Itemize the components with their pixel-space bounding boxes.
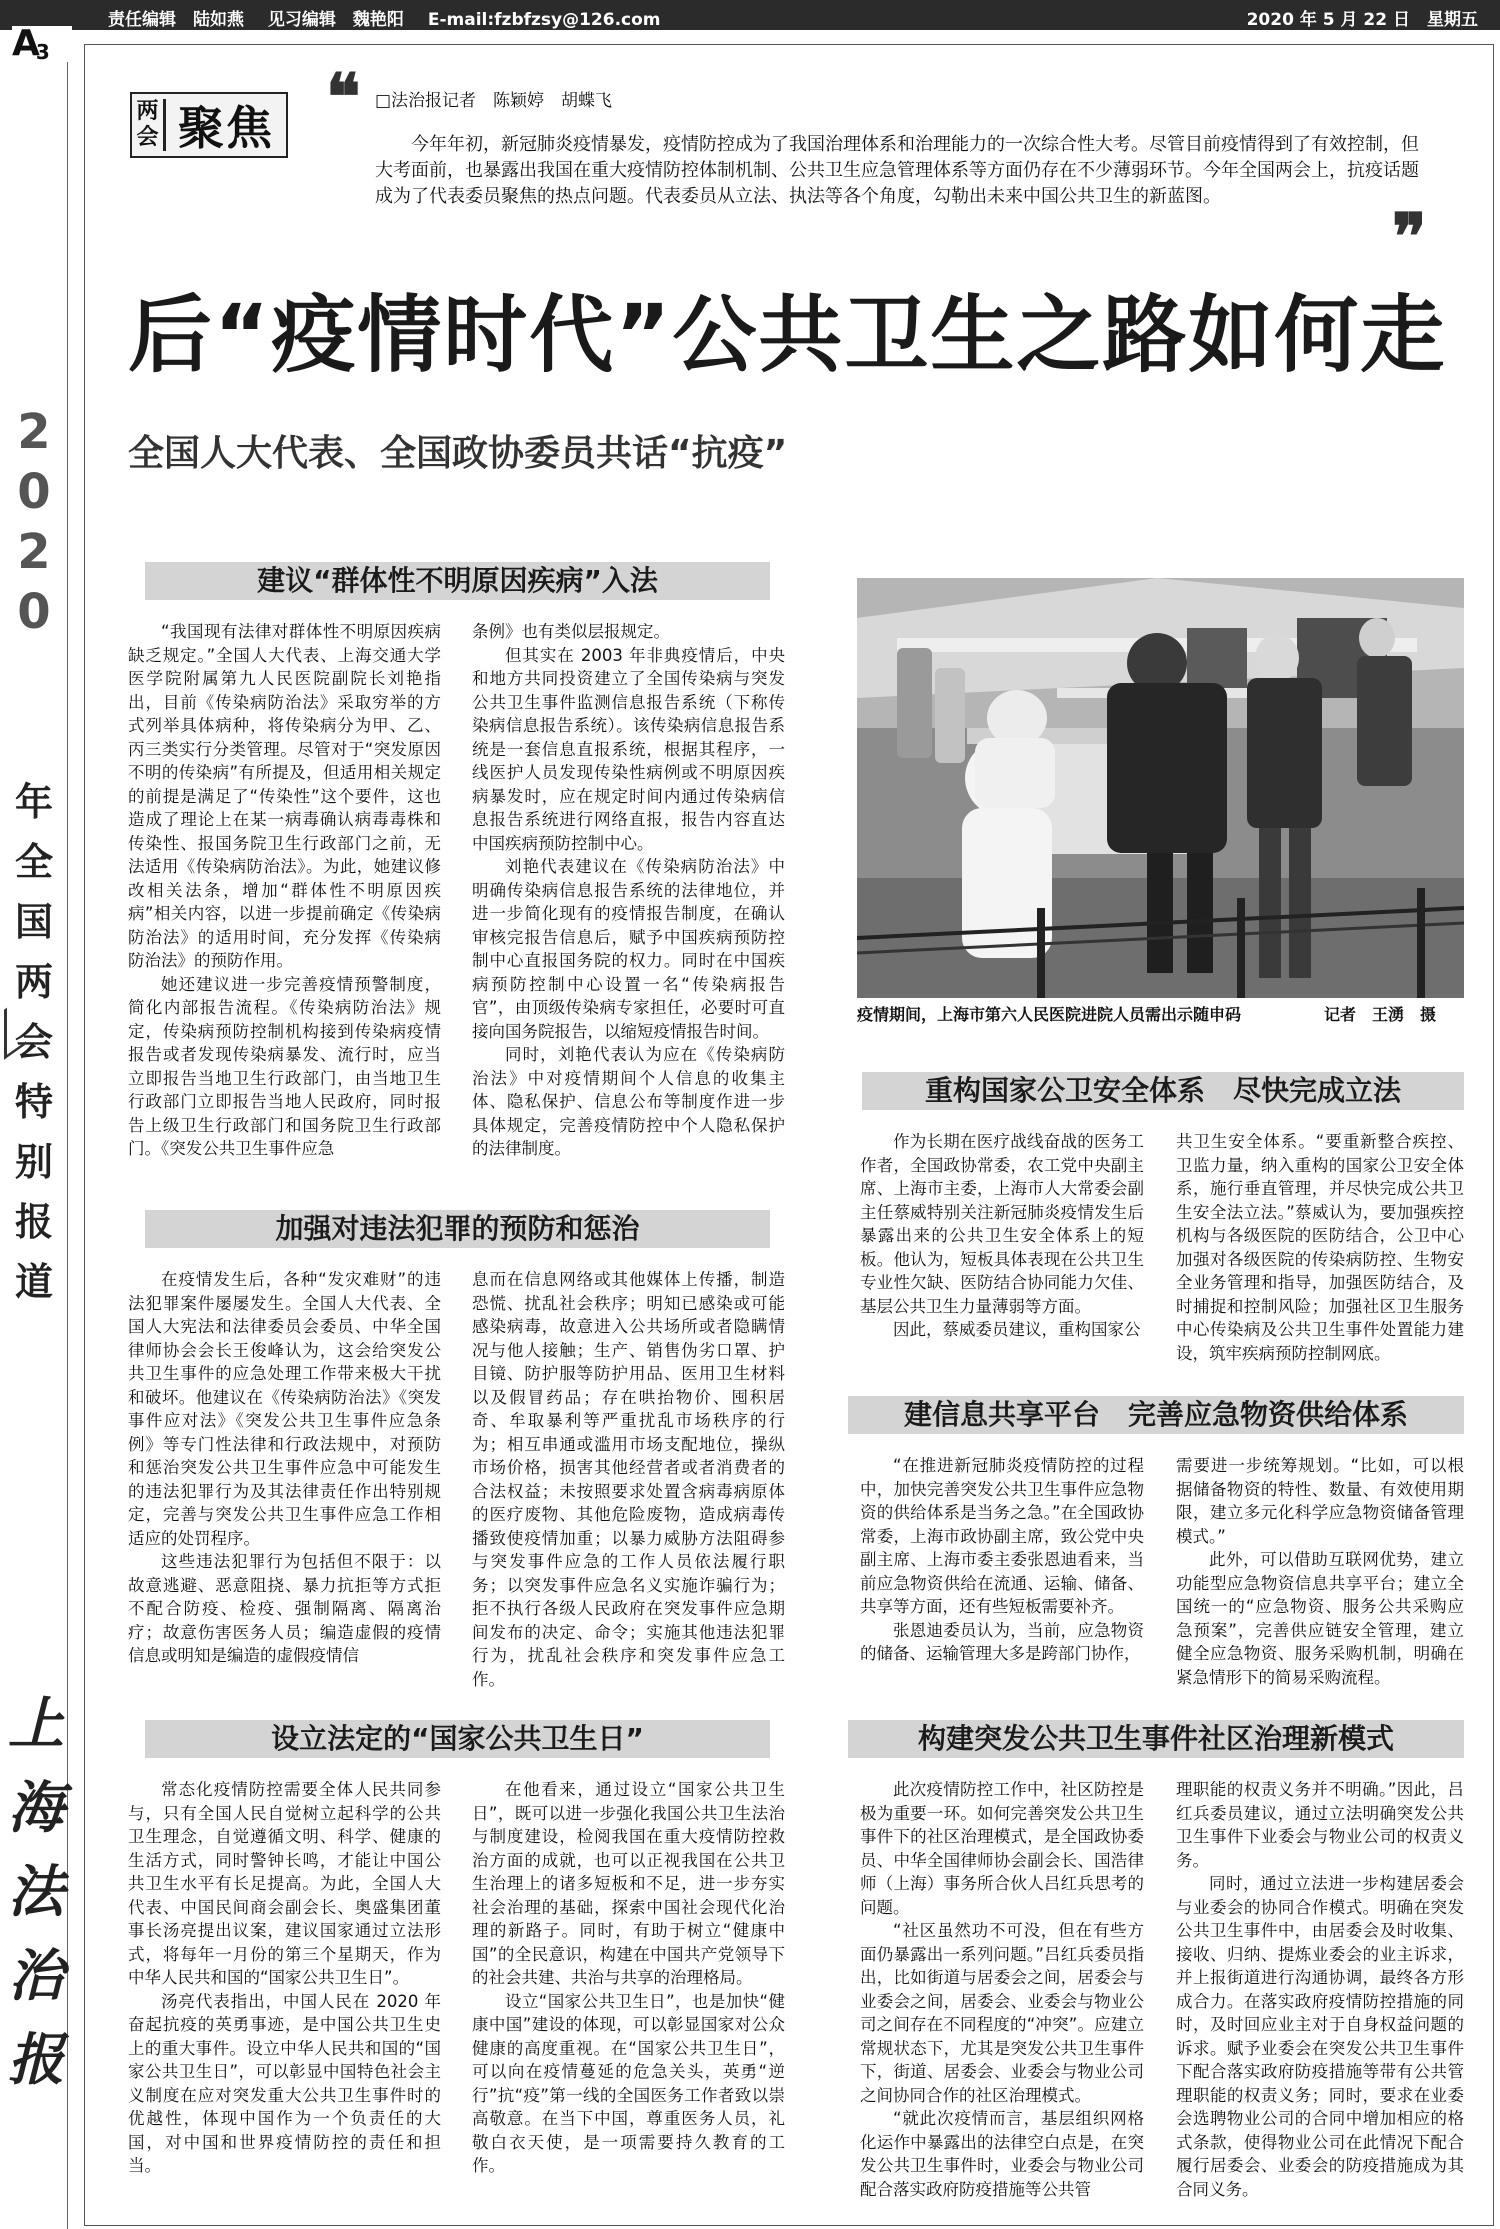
- reporter-byline: □法治报记者 陈颖婷 胡蝶飞: [375, 91, 613, 111]
- section-6-column-left: 此次疫情防控工作中，社区防控是极为重要一环。如何完善突发公共卫生事件下的社区治理模式，是全国政协委员、中华全国律师协会副会长、国浩律师（上海）事务所合伙人吕红兵思考的问题。 “社区虽然功不可没，但在有些方面仍暴露出一系列问题。”吕红兵委员指出，比如街道与居委会之间，居委会与业委会之间，居委会、业委会与物业公司之间存在不同程度的“冲突”。应建立常规状态下，尤其是突发公共卫生事件下，街道、居委会、业委会与物业公司之间协同合作的社区治理模式。 “就此次疫情而言，基层组织网格化运作中暴露出的法律空白点是，在突发公共卫生事件时，业委会与物业公司配合落实政府防疫措施等公共管: [860, 1780, 1144, 2199]
- newspaper-name: 上 海 法 治 报: [8, 1691, 64, 2093]
- page-number: A3: [12, 26, 72, 62]
- photo-credit: 记者 王湧 摄: [1323, 1005, 1436, 1024]
- page-header-bar: [0, 0, 1500, 30]
- badge-big-label: 聚焦: [178, 101, 274, 155]
- section-2-column-right: 息而在信息网络或其他媒体上传播，制造恐慌、扰乱社会秩序；明知已感染或可能感染病毒，故意进入公共场所或者隐瞒情况与他人接触；生产、销售伪劣口罩、护目镜、防护服等防护用品、医用卫生材料以及假冒药品；存在哄抬物价、囤积居奇、牟取暴利等严重扰乱市场秩序的行为；相互串通或滥用市场支配地位，操纵市场价格，损害其他经营者或者消费者的合法权益；未按照要求处置含病毒病原体的医疗废物、其他危险废物，造成病毒传播致使疫情加重；以暴力威胁方法阻碍参与突发事件应急的工作人员依法履行职务；以突发事件应急名义实施诈骗行为；拒不执行各级人民政府在突发事件应急期间发布的决定、命令；实施其他违法犯罪行为，扰乱社会秩序和突发事件应急工作。: [472, 1270, 785, 1689]
- badge-small-label: 两会: [132, 99, 166, 151]
- column-badge: [130, 92, 288, 158]
- contact-email[interactable]: E-mail:fzbfzsy@126.com: [427, 10, 661, 30]
- section-1-column-right: 条例》也有类似层报规定。 但其实在 2003 年非典疫情后，中央和地方共同投资建立了全国传染病与突发公共卫生事件监测信息报告系统（下称传染病信息报告系统）。该传染病信息报告系统是一套信息直报系统，根据其程序，一线医护人员发现传染性病例或不明原因疾病暴发时，应在规定时间内通过传染病信息报告系统进行网络直报，报告内容直达中国疾病预防控制中心。 刘艳代表建议在《传染病防治法》中明确传染病信息报告系统的法律地位，并进一步简化现有的疫情报告制度，在确认审核完报告信息后，赋予中国疾病预防控制中心直报国务院的权力。同时在中国疾病预防控制中心设置一名“传染病报告官”，由顶级传染病专家担任，必要时可直接向国务院报告，以缩短疫情报告时间。 同时，刘艳代表认为应在《传染病防治法》中对疫情期间个人信息的收集主体、隐私保护、信息公布等制度作进一步具体规定，完善疫情防控中个人隐私保护的法律制度。: [472, 622, 785, 1158]
- hospital-entrance-photo-icon: [857, 578, 1464, 998]
- sub-headline: 全国人大代表、全国政协委员共话“抗疫”: [128, 433, 788, 474]
- section-5-column-right: 需要进一步统筹规划。“比如，可以根据储备物资的特性、数量、有效使用期限，建立多元化科学应急物资储备管理模式。” 此外，可以借助互联网优势，建立功能型应急物资信息共享平台；建立全国统一的“应急物资、服务公共采购应急预案”，完善供应链安全管理，建立健全应急物资、服务采购机制，明确在紧急情形下的简易采购流程。: [1176, 1456, 1464, 1687]
- section-4-column-left: 作为长期在医疗战线奋战的医务工作者，全国政协常委，农工党中央副主席、上海市主委，上海市人大常委会副主任蔡威特别关注新冠肺炎疫情发生后暴露出来的公共卫生安全体系上的短板。他认为，短板具体表现在公共卫生专业性欠缺、医防结合协同能力欠佳、基层公共卫生力量薄弱等方面。 因此，蔡威委员建议，重构国家公: [860, 1132, 1144, 1339]
- section-heading-6: 构建突发公共卫生事件社区治理新模式: [848, 1720, 1464, 1758]
- trainee-editor: 见习编辑 魏艳阳: [267, 10, 404, 30]
- lead-paragraph: 今年年初，新冠肺炎疫情暴发，疫情防控成为了我国治理体系和治理能力的一次综合性大考。尽管目前疫情得到了有效控制，但大考面前，也暴露出我国在重大疫情防控体制机制、公共卫生应急管理体系等方面仍存在不少薄弱环节。今年全国两会上，抗疫话题成为了代表委员聚焦的热点问题。代表委员从立法、执法等各个角度，勾勒出未来中国公共卫生的新蓝图。: [375, 134, 1419, 207]
- section-heading-5: 建信息共享平台 完善应急物资供给体系: [848, 1396, 1464, 1434]
- section-5-column-left: “在推进新冠肺炎疫情防控的过程中，加快完善突发公共卫生事件应急物资的供给体系是当务之急。”在全国政协常委，上海市政协副主席，致公党中央副主席、上海市委主委张恩迪看来，当前应急物资供给在流通、运输、储备、共享等方面，还有些短板需要补齐。 张恩迪委员认为，当前，应急物资的储备、运输管理大多是跨部门协作，: [860, 1456, 1144, 1663]
- section-2-column-left: 在疫情发生后，各种“发灾难财”的违法犯罪案件屡屡发生。全国人大代表、全国人大宪法和法律委员会委员、中华全国律师协会会长王俊峰认为，这会给突发公共卫生事件的应急处理工作带来极大干扰和破坏。他建议在《传染病防治法》《突发事件应对法》《突发公共卫生事件应急条例》等专门性法律和行政法规中，对预防和惩治突发公共卫生事件应急中可能发生的违法犯罪行为及其法律责任作出特别规定，完善与突发公共卫生事件应急工作相适应的处罚程序。 这些违法犯罪行为包括但不限于：以故意逃避、恶意阻挠、暴力抗拒等方式拒不配合防疫、检疫、强制隔离、隔离治疗；故意伤害医务人员；编造虚假的疫情信息或明知是编造的虚假疫情信: [128, 1270, 441, 1665]
- main-headline: 后“疫情时代”公共卫生之路如何走: [128, 286, 1447, 384]
- section-3-column-left: 常态化疫情防控需要全体人民共同参与，只有全国人民自觉树立起科学的公共卫生理念，自觉遵循文明、科学、健康的生活方式，同时警钟长鸣，才能让中国公共卫生水平有长足提高。为此，全国人大代表、中国民间商会副会长、奥盛集团董事长汤亮提出议案，建议国家通过立法形式，将每年一月份的第三个星期天，作为中华人民共和国的“国家公共卫生日”。 汤亮代表指出，中国人民在 2020 年奋起抗疫的英勇事迹，是中国公共卫生史上的重大事件。设立中华人民共和国的“国家公共卫生日”，可以彰显中国特色社会主义制度在应对突发重大公共卫生事件时的优越性，体现中国作为一个负责任的大国，对中国和世界疫情防控的责任和担当。: [128, 1780, 441, 2175]
- sidebar-year: 2 0 2 0: [17, 404, 51, 640]
- section-6-column-right: 理职能的权责义务并不明确。”因此，吕红兵委员建议，通过立法明确突发公共卫生事件下业委会与物业公司的权责义务。 同时，通过立法进一步构建居委会与业委会的协同合作模式。明确在突发公共卫生事件中，由居委会及时收集、接收、归纳、提炼业委会的业主诉求，并上报街道进行沟通协调，最终各方形成合力。在落实政府疫情防控措施的同时，及时回应业主对于自身权益问题的诉求。赋予业委会在突发公共卫生事件下配合落实政府防疫措施等带有公共管理职能的权责义务；同时，要求在业委会选聘物业公司的合同中增加相应的格式条款，使得物业公司在此情况下配合履行居委会、业委会的防疫措施成为其合同义务。: [1176, 1780, 1464, 2199]
- editor-credits: [108, 5, 679, 30]
- section-heading-4: 重构国家公卫安全体系 尽快完成立法: [862, 1072, 1464, 1110]
- issue-date: 2020 年 5 月 22 日 星期五: [1246, 10, 1478, 30]
- photo-caption: [857, 1002, 1464, 1025]
- section-heading-3: 设立法定的“国家公共卫生日”: [145, 1720, 770, 1758]
- close-quote-icon: ❞: [1392, 200, 1427, 275]
- sidebar-special-report-title: 年 全 国 两 会 特 别 报 道: [14, 780, 53, 1304]
- open-quote-icon: ❝: [326, 60, 361, 135]
- section-heading-1: 建议“群体性不明原因疾病”入法: [145, 562, 770, 600]
- news-photo: [857, 578, 1464, 998]
- editor-in-charge: 责任编辑 陆如燕: [108, 10, 244, 30]
- left-sidebar: [0, 62, 68, 2229]
- section-heading-2: 加强对违法犯罪的预防和惩治: [145, 1210, 770, 1248]
- section-4-column-right: 共卫生安全体系。“要重新整合疾控、卫监力量，纳入重构的国家公卫安全体系，施行垂直管理，并尽快完成公共卫生安全法立法。”蔡威认为，要加强疾控机构与各级医院的医防结合，公卫中心加强对各级医院的传染病防控、生物安全业务管理和指导，加强医防结合，及时捕捉和控制风险；加强社区卫生服务中心传染病及公共卫生事件处置能力建设，筑牢疾病预防控制网底。: [1176, 1132, 1464, 1363]
- photo-caption-text: 疫情期间，上海市第六人民医院进院人员需出示随申码: [857, 1005, 1242, 1024]
- section-3-column-right: 在他看来，通过设立“国家公共卫生日”，既可以进一步强化我国公共卫生法治与制度建设，检阅我国在重大疫情防控救治方面的成就，也可以正视我国在公共卫生治理上的诸多短板和不足，进一步夯实社会治理的基础，探索中国社会现代化治理的新路子。同时，有助于树立“健康中国”的全民意识，构建在中国共产党领导下的社会共建、共治与共享的治理格局。 设立“国家公共卫生日”，也是加快“健康中国”建设的体现，可以彰显国家对公众健康的高度重视。在“国家公共卫生日”，可以向在疫情蔓延的危急关头，英勇“逆行”抗“疫”第一线的全国医务工作者致以崇高敬意。在当下中国，尊重医务人员，礼敬白衣天使，是一项需要持久教育的工作。: [472, 1780, 785, 2175]
- section-1-column-left: “我国现有法律对群体性不明原因疾病缺乏规定。”全国人大代表、上海交通大学医学院附属第九人民医院副院长刘艳指出，目前《传染病防治法》采取穷举的方式列举具体病种，将传染病分为甲、乙、丙三类实行分类管理。尽管对于“突发原因不明的传染病”有所提及，但适用相关规定的前提是满足了“传染性”这个要件，这也造成了理论上在某一病毒确认病毒毒株和传染性、报国务院卫生行政部门之前，无法适用《传染病防治法》。为此，她建议修改相关法条，增加“群体性不明原因疾病”相关内容，以进一步提前确定《传染病防治法》的适用时间，充分发挥《传染病防治法》的预防作用。 她还建议进一步完善疫情预警制度，简化内部报告流程。《传染病防治法》规定，传染病预防控制机构接到传染病疫情报告或者发现传染病暴发、流行时，应当立即报告当地卫生行政部门，由当地卫生行政部门立即报告当地人民政府，同时报告上级卫生行政部门和国务院卫生行政部门。《突发公共卫生事件应急: [128, 622, 441, 1158]
